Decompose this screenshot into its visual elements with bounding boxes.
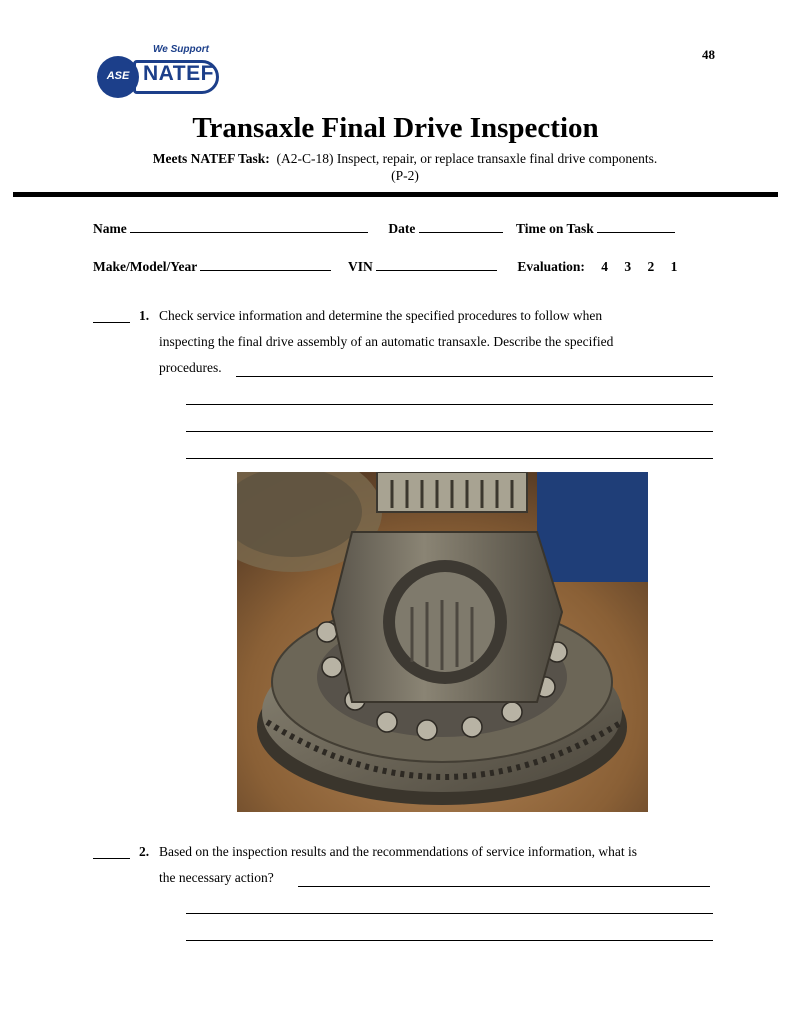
evaluation-score-1[interactable]: 1	[670, 259, 678, 274]
question-1-answer-line-4[interactable]	[186, 458, 713, 459]
question-1-answer-line-1[interactable]	[236, 376, 713, 377]
question-1-text	[159, 303, 613, 381]
question-1-answer-line-3[interactable]	[186, 431, 713, 432]
question-2-answer-line-2[interactable]	[186, 913, 713, 914]
question-1-answer-line-2[interactable]	[186, 404, 713, 405]
time-on-task-label: Time on Task	[516, 221, 594, 236]
question-1-line-2: inspecting the final drive assembly of an automatic transaxle. Describe the specified	[159, 334, 614, 349]
question-2-text	[159, 839, 637, 891]
name-field[interactable]	[130, 220, 368, 233]
vin-label: VIN	[348, 259, 373, 274]
logo-brand-text: NATEF	[143, 62, 214, 85]
evaluation-label: Evaluation:	[517, 259, 585, 274]
question-2-check-blank[interactable]	[93, 858, 130, 859]
logo-ase-text: ASE	[106, 70, 130, 82]
make-model-year-label: Make/Model/Year	[93, 259, 197, 274]
make-model-year-field[interactable]	[200, 258, 331, 271]
page-number: 48	[702, 47, 715, 62]
task-description	[0, 150, 791, 184]
task-priority: (P-2)	[391, 168, 419, 183]
evaluation-score-2[interactable]: 2	[647, 259, 655, 274]
date-field[interactable]	[419, 220, 503, 233]
question-1-line-3: procedures.	[159, 360, 222, 375]
question-2-number: 2.	[139, 844, 150, 859]
info-row-2	[93, 258, 677, 275]
question-1-number: 1.	[139, 308, 150, 323]
logo-support-text: We Support	[153, 44, 209, 55]
date-label: Date	[388, 221, 416, 236]
final-drive-photo	[237, 472, 648, 812]
page-title: Transaxle Final Drive Inspection	[192, 112, 599, 144]
question-2-line-1: Based on the inspection results and the recommendations of service information, what is	[159, 844, 638, 859]
vin-field[interactable]	[376, 258, 497, 271]
natef-logo	[93, 44, 223, 106]
evaluation-score-4[interactable]: 4	[601, 259, 609, 274]
time-on-task-field[interactable]	[597, 220, 675, 233]
name-label: Name	[93, 221, 127, 236]
question-1-check-blank[interactable]	[93, 322, 130, 323]
task-label: Meets NATEF Task:	[152, 151, 270, 166]
task-text: (A2-C-18) Inspect, repair, or replace transaxle final drive components.	[276, 151, 658, 166]
evaluation-score-3[interactable]: 3	[624, 259, 632, 274]
question-2-answer-line-1[interactable]	[298, 886, 710, 887]
evaluation-scores	[588, 259, 677, 274]
header-divider	[13, 192, 778, 197]
question-2-answer-line-3[interactable]	[186, 940, 713, 941]
question-1-line-1: Check service information and determine the specified procedures to follow when	[159, 308, 603, 323]
info-row-1	[93, 220, 675, 237]
question-2-line-2: the necessary action?	[159, 870, 274, 885]
